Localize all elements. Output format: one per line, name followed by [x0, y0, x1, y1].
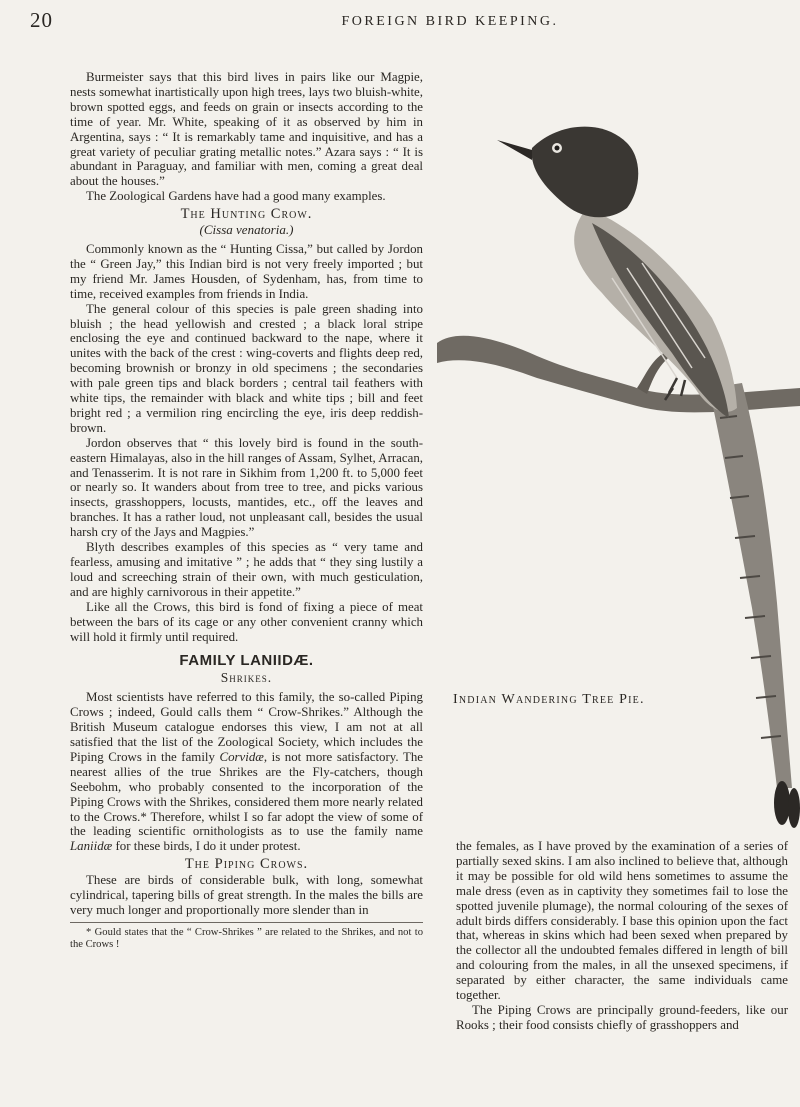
section-heading-hunting-crow: The Hunting Crow. [180, 206, 313, 223]
running-title: FOREIGN BIRD KEEPING. [341, 14, 559, 29]
text-run: , is not more satisfactory. The nearest allies of the true Shrikes are the Fly-catchers, though Seebohm, who probably consented to the incorporation of the Piping Crows with the Shrikes, considered them more nearly related to the Crows.* Therefore, whilst I so far adopt the view of some of the leading scientific ornithologists as to use the family name [70, 749, 423, 839]
text-run: Most scientists have referred to this family, the so-called Piping Crows ; indeed, Gould calls them “ Crow-Shrikes.” Although the British Museum catalogue endorses this view, I am not at all satisfied that the list of the Zoological Society, which includes the Piping Crows in the family [70, 690, 423, 764]
plate-caption: Indian Wandering Tree Pie. [453, 692, 645, 707]
head [532, 127, 639, 218]
paragraph [70, 690, 423, 854]
tree-pie-engraving [437, 88, 800, 833]
paragraph: The general colour of this species is pale green shading into bluish ; the head yellowish and crested ; a black loral stripe enclosing the eye and continued backward to the nape, where it unites with the back of the crest : wing-coverts and flights deep red, becoming brownish or bronzy in old specimens ; the secondaries with pale green tips and black borders ; central tail feathers with white tips, the remainder with black and white tips ; bill and feet bright red ; a vermilion ring encircling the eye, iris deep reddish-brown. [70, 301, 423, 435]
tail [709, 383, 792, 788]
paragraph: Burmeister says that this bird lives in pairs like our Magpie, nests somewhat inartistically upon high trees, lays two bluish-white, brown spotted eggs, and feeds on grain or insects according to the time of year. Mr. White, speaking of it as observed by him in Argentina, says : “ It is remarkably tame and inquisitive, and has a great variety of peculiar grating metallic notes.” Azara says : “ It is abundant in Paraguay, and familiar with men, coming a great deal about the houses.” [70, 70, 423, 189]
footnote: * Gould states that the “ Crow-Shrikes ” are related to the Shrikes, and not to the Crows ! [70, 926, 423, 950]
page-number: 20 [30, 8, 53, 32]
footnote-rule [70, 922, 423, 923]
paragraph: The Piping Crows are principally ground-feeders, like our Rooks ; their food consists chiefly of grasshoppers and [456, 1002, 788, 1032]
family-heading: FAMILY LANIIDÆ. [179, 652, 314, 670]
left-column [70, 70, 423, 951]
paragraph: Jordon observes that “ this lovely bird is found in the south-eastern Himalayas, also in the hill ranges of Assam, Sylhet, Arracan, and Tenasserim. It is not rare in Sikhim from 1,200 ft. to 5,000 feet or nearly so. It wanders about from tree to tree, and picks various insects, grasshoppers, locusts, mantides, etc., off the leaves and branches. It has a rather loud, not unpleasant call, besides the usual harsh cry of the Jays and Magpies.” [70, 435, 423, 540]
paragraph: Like all the Crows, this bird is fond of fixing a piece of meat between the bars of its cage or any other convenient cranny which will hold it firmly until required. [70, 599, 423, 644]
paragraph: These are birds of considerable bulk, with long, somewhat cylindrical, tapering bills of great strength. In the males the bills are very much longer and proportionally more slender than in [70, 873, 423, 917]
paragraph: the females, as I have proved by the examination of a series of partially sexed skins. I am also inclined to believe that, although it may be possible for old wild hens sometimes to assume the male dress (even as in captivity they sometimes fail to lose the spotted juvenile plumage), the normal colouring of the sexes of adult birds differs considerably. I base this opinion upon the fact that, whereas in skins which had been sexed when prepared by the collector all the undoubted females differed in length of bill and colouring from the males, in all the unsexed specimens, if separated by either character, the same individuals came together. [456, 839, 788, 1003]
section-heading-piping-crows: The Piping Crows. [184, 856, 309, 873]
tail-tip [774, 781, 790, 825]
tail-tip [788, 788, 800, 828]
paragraph: Blyth describes examples of this species as “ very tame and fearless, amusing and imitative ” ; he adds that “ they sing lustily a loud and screeching strain of their own, with much gesticulation, and are highly carnivorous in their appetite.” [70, 540, 423, 599]
running-head [0, 8, 800, 40]
family-subheading: Shrikes. [220, 670, 273, 686]
latin-name: (Cissa venatoria.) [199, 222, 294, 238]
italic-term: Corvidæ [219, 749, 264, 764]
right-column [456, 839, 788, 1033]
pupil [555, 146, 560, 151]
bill [497, 140, 532, 160]
text-run: for these birds, I do it under protest. [112, 839, 301, 854]
bird-illustration [437, 88, 800, 833]
italic-term: Laniidæ [70, 839, 113, 854]
paragraph: Commonly known as the “ Hunting Cissa,” but called by Jordon the “ Green Jay,” this Indian bird is not very freely imported ; but my friend Mr. James Housden, of Sydenham, has, from time to time, received examples from friends in India. [70, 241, 423, 301]
paragraph: The Zoological Gardens have had a good many examples. [86, 189, 386, 204]
